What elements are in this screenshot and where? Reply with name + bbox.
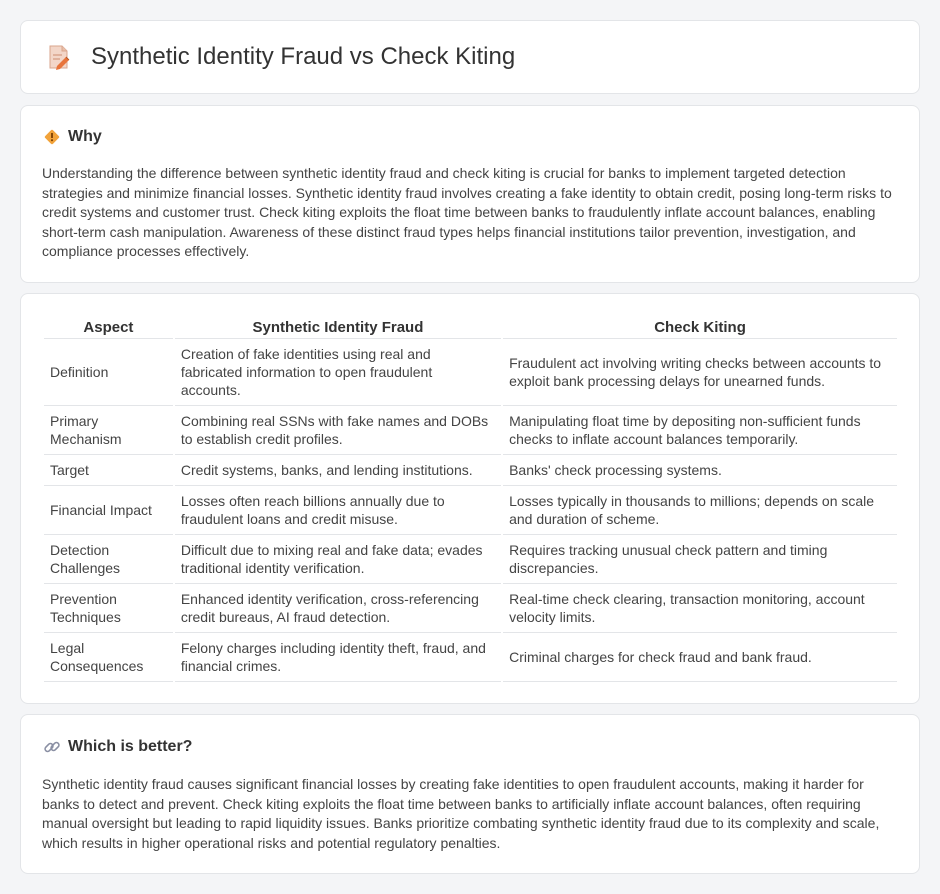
row-check-kiting: Real-time check clearing, transaction monitoring, account velocity limits.	[503, 584, 897, 633]
table-header-row	[44, 316, 897, 339]
which-is-better-section	[20, 714, 920, 874]
table-row	[44, 406, 897, 455]
table-row	[44, 486, 897, 535]
row-check-kiting: Requires tracking unusual check pattern and timing discrepancies.	[503, 535, 897, 584]
row-synthetic-identity-fraud: Combining real SSNs with fake names and DOBs to establish credit profiles.	[175, 406, 501, 455]
row-aspect: Primary Mechanism	[44, 406, 173, 455]
table-row	[44, 339, 897, 406]
row-aspect: Definition	[44, 339, 173, 406]
link-icon	[43, 738, 61, 756]
table-row	[44, 633, 897, 682]
why-text: Understanding the difference between synthetic identity fraud and check kiting is crucial for banks to implement targeted detection strategies and minimize financial losses. Synthetic identity fraud involves creating a fake identity to obtain credit, posing long-term risks to credit systems and customer trust. Check kiting exploits the float time between banks to fraudulently inflate account balances, enabling short-term cash manipulation. Awareness of these distinct fraud types helps financial institutions tailor prevention, investigation, and compliance processes effectively.	[42, 165, 892, 260]
row-aspect: Detection Challenges	[44, 535, 173, 584]
table-row	[44, 535, 897, 584]
row-aspect: Financial Impact	[44, 486, 173, 535]
row-check-kiting: Fraudulent act involving writing checks between accounts to exploit bank processing delays for unearned funds.	[503, 339, 897, 406]
column-header-synthetic-identity-fraud: Synthetic Identity Fraud	[175, 316, 501, 339]
row-aspect: Target	[44, 455, 173, 486]
which-is-better-text: Synthetic identity fraud causes significant financial losses by creating fake identities to open fraudulent accounts, making it harder for banks to detect and prevent. Check kiting exploits the float time between banks to artificially inflate account balances, often requiring manual oversight but leading to rapid liquidity issues. Banks prioritize combating synthetic identity fraud due to its complexity and scale, which results in higher operational risks and potential regulatory penalties.	[42, 776, 880, 851]
comparison-section	[20, 293, 920, 704]
row-aspect: Legal Consequences	[44, 633, 173, 682]
diamond-warning-icon	[43, 128, 61, 146]
header-card	[20, 20, 920, 94]
which-is-better-heading	[43, 738, 192, 756]
column-header-aspect: Aspect	[44, 316, 173, 339]
row-check-kiting: Losses typically in thousands to millions; depends on scale and duration of scheme.	[503, 486, 897, 535]
row-synthetic-identity-fraud: Creation of fake identities using real and fabricated information to open fraudulent accounts.	[175, 339, 501, 406]
row-synthetic-identity-fraud: Felony charges including identity theft, fraud, and financial crimes.	[175, 633, 501, 682]
row-synthetic-identity-fraud: Difficult due to mixing real and fake data; evades traditional identity verification.	[175, 535, 501, 584]
row-synthetic-identity-fraud: Credit systems, banks, and lending institutions.	[175, 455, 501, 486]
comparison-table	[42, 316, 899, 682]
row-check-kiting: Criminal charges for check fraud and bank fraud.	[503, 633, 897, 682]
row-aspect: Prevention Techniques	[44, 584, 173, 633]
page-title: Synthetic Identity Fraud vs Check Kiting	[91, 43, 516, 70]
why-title: Why	[68, 128, 102, 145]
table-row	[44, 584, 897, 633]
table-row	[44, 455, 897, 486]
which-is-better-title: Which is better?	[68, 738, 193, 755]
why-heading	[43, 128, 102, 146]
row-check-kiting: Banks' check processing systems.	[503, 455, 897, 486]
why-section	[20, 105, 920, 283]
row-synthetic-identity-fraud: Losses often reach billions annually due to fraudulent loans and credit misuse.	[175, 486, 501, 535]
document-pencil-icon	[47, 44, 71, 70]
row-check-kiting: Manipulating float time by depositing non-sufficient funds checks to inflate account balances temporarily.	[503, 406, 897, 455]
row-synthetic-identity-fraud: Enhanced identity verification, cross-referencing credit bureaus, AI fraud detection.	[175, 584, 501, 633]
column-header-check-kiting: Check Kiting	[503, 316, 897, 339]
